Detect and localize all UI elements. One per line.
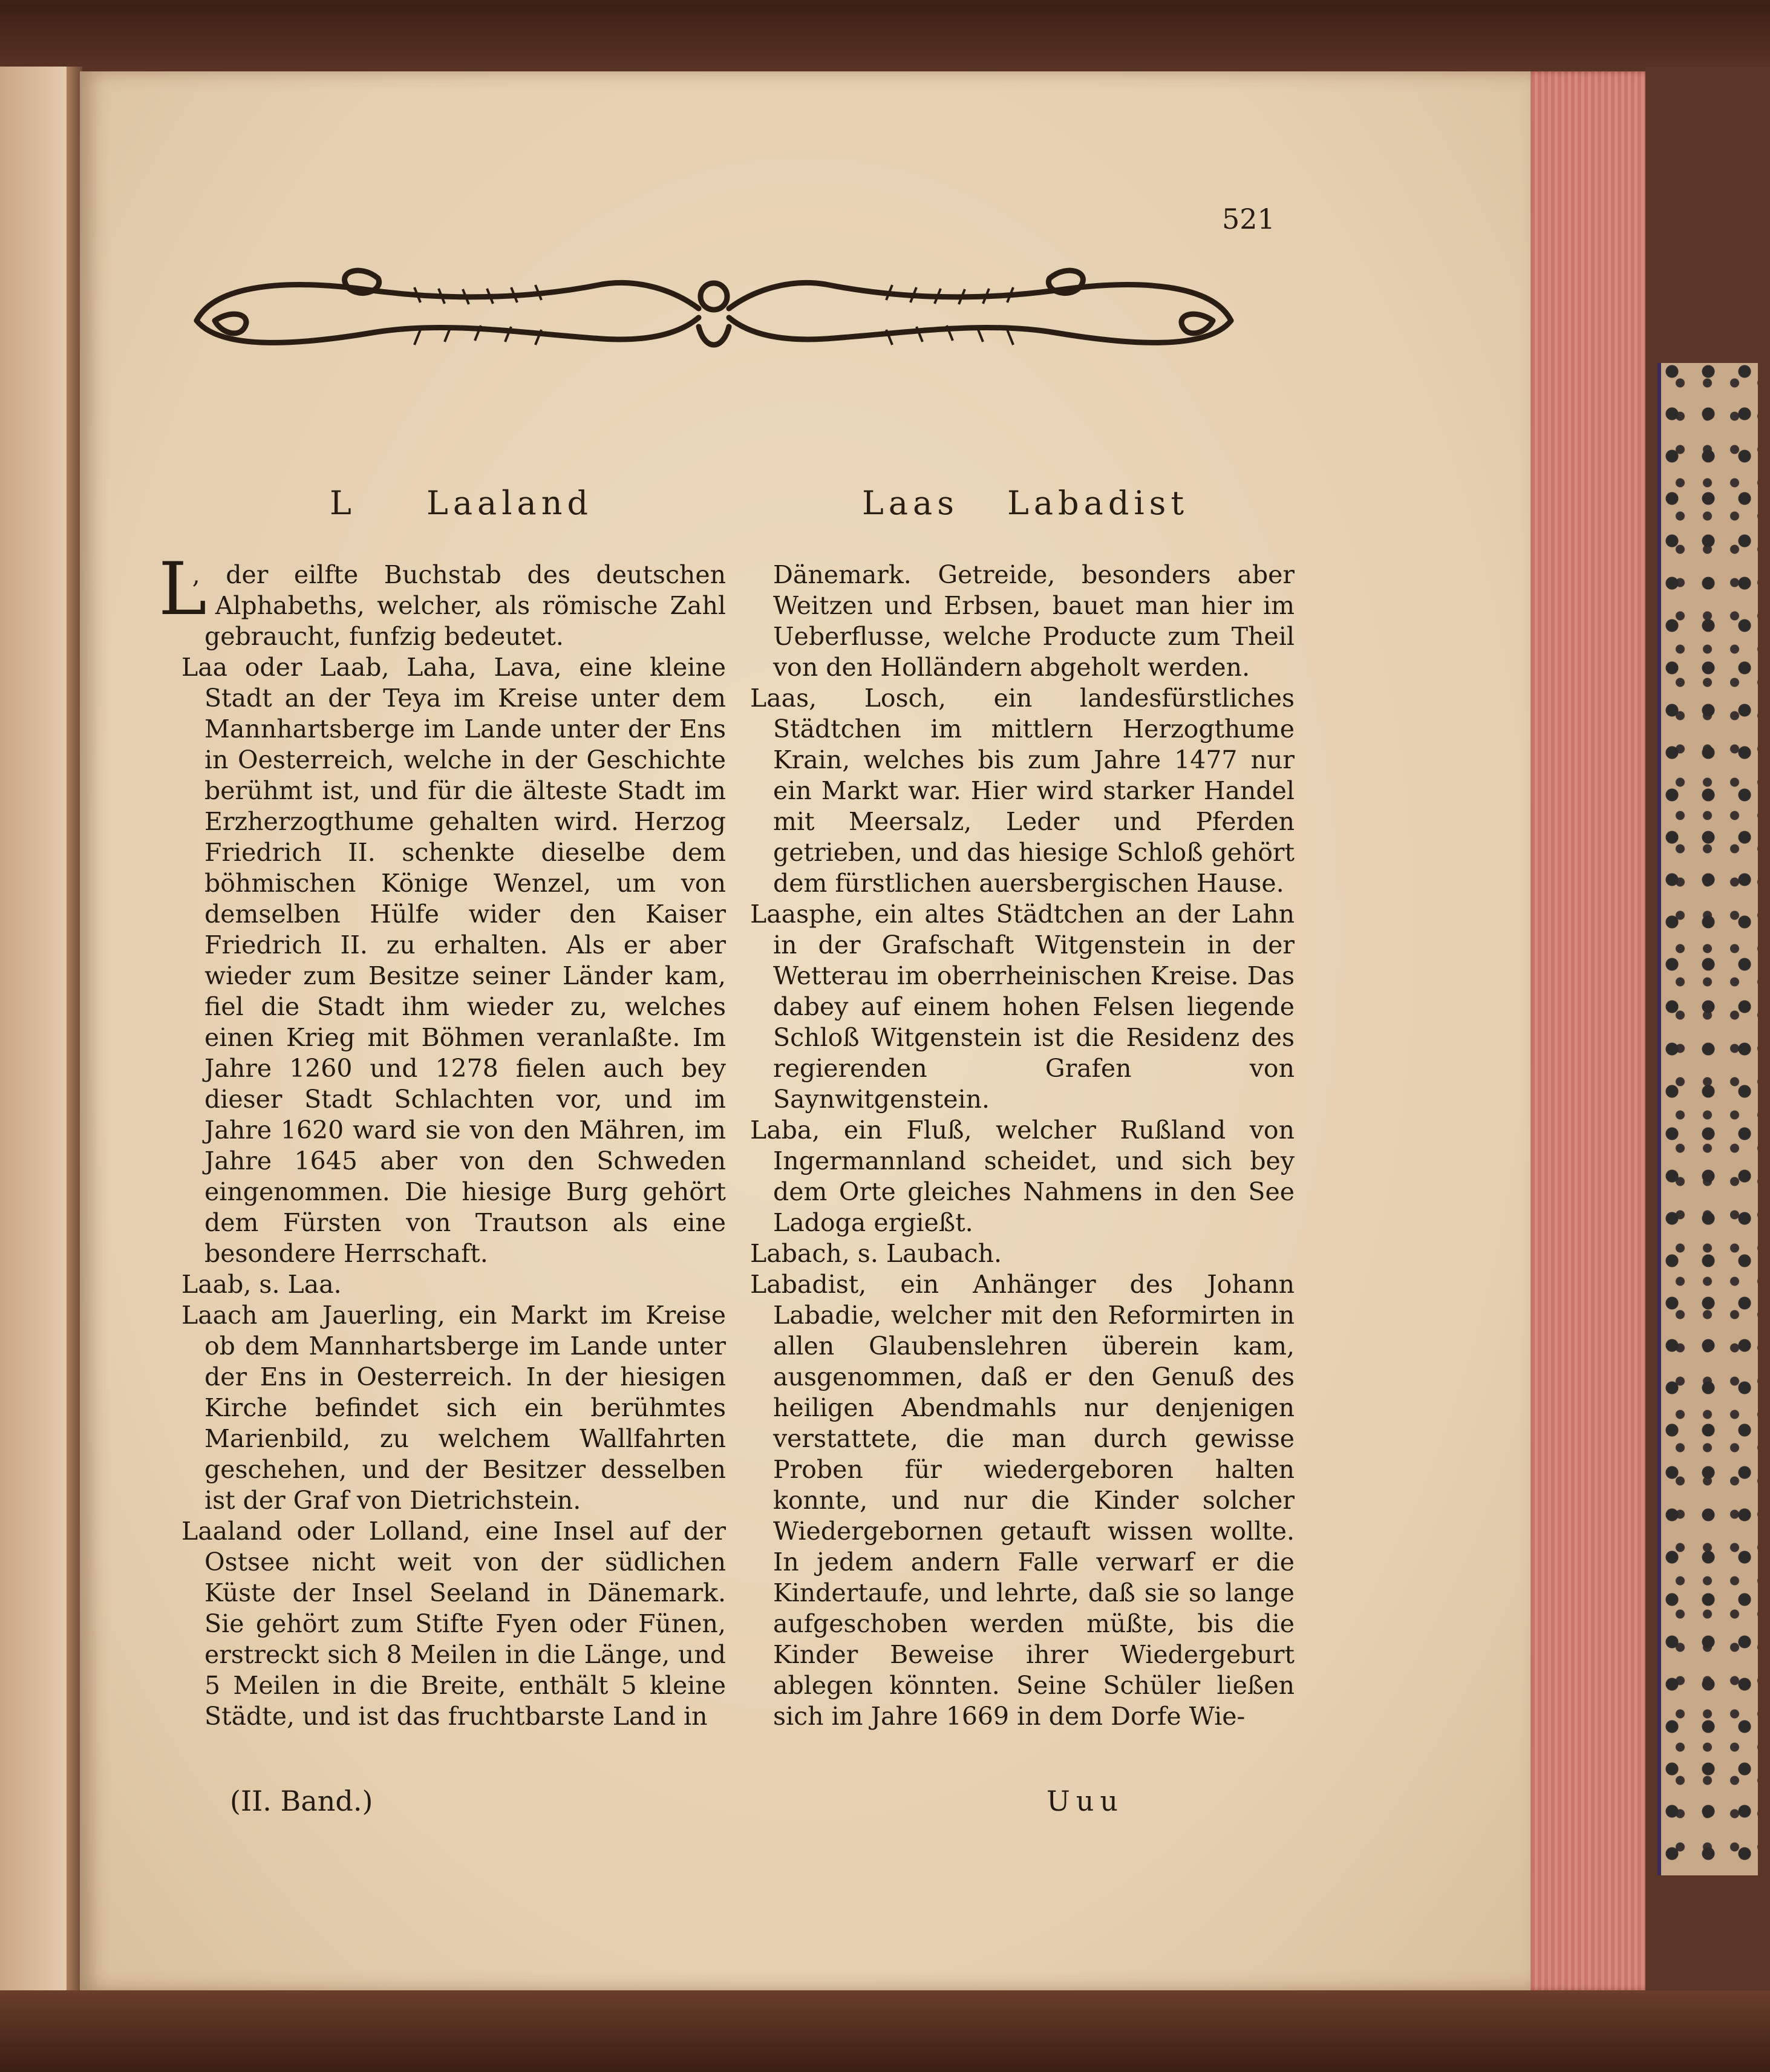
entry-labadist: Labadist, ein Anhänger des Johann Labadie, welcher mit den Reformirten in allen Glaubenslehren überein kam, ausgenommen, daß er den Genuß des heiligen Abendmahls nur denjenigen verstattete, die man durch gewisse Proben für wiedergeboren halten konnte, und nur die Kinder solcher Wiedergebornen getauft wissen wollte. In jedem andern Falle verwarf er die Kindertaufe, und lehrte, daß sie so lange aufgeschoben werden müßte, bis die Kinder Beweise ihrer Wiedergeburt ablegen könnten. Seine Schüler ließen sich im Jahre 1669 in dem Dorfe Wie-	[750, 1270, 1295, 1731]
header-left-word: Laaland	[426, 484, 593, 522]
book-cover-top	[0, 0, 1770, 73]
entry-labach: Labach, s. Laubach.	[750, 1239, 1002, 1268]
book-cover-bottom	[0, 1990, 1770, 2072]
entry-laba: Laba, ein Fluß, welcher Rußland von Ingermannland scheidet, und sich bey dem Orte gleiches Nahmens in den See Ladoga ergießt.	[750, 1116, 1295, 1237]
header-right-word-1: Laas	[862, 484, 959, 522]
page-edges	[1524, 71, 1645, 1990]
entry-l	[158, 547, 726, 652]
volume-label: (II. Band.)	[230, 1785, 373, 1817]
signature-mark: Uuu	[1047, 1785, 1125, 1817]
entry-laasphe: Laasphe, ein altes Städtchen an der Lahn in der Grafschaft Witgenstein in der Wetterau im oberrheinischen Kreise. Das dabey auf einem hohen Felsen liegende Schloß Witgenstein ist die Residenz des regierenden Grafen von Saynwitgenstein.	[750, 900, 1295, 1114]
page-number: 521	[1222, 203, 1275, 235]
left-column	[158, 547, 726, 1732]
marbled-cover	[1657, 363, 1758, 1875]
entry-continuation: Dänemark. Getreide, besonders aber Weitzen und Erbsen, bauet man hier im Ueberflusse, welche Producte zum Theil von den Holländern abgeholt werden.	[773, 560, 1295, 682]
header-right-word-2: Labadist	[1007, 484, 1189, 522]
entry-laas: Laas, Losch, ein landesfürstliches Städtchen im mittlern Herzogthume Krain, welches bis zum Jahre 1477 nur ein Markt war. Hier wird starker Handel mit Meersalz, Leder und Pferden getrieben, und das hiesige Schloß gehört dem fürstlichen auersbergischen Hause.	[750, 684, 1295, 898]
entry-laach: Laach am Jauerling, ein Markt im Kreise ob dem Mannhartsberge im Lande unter der Ens in Oesterreich. In der hiesigen Kirche befindet sich ein berühmtes Marienbild, zu welchem Wallfahrten geschehen, und der Besitzer desselben ist der Graf von Dietrichstein.	[181, 1301, 726, 1515]
dropcap: L	[158, 547, 207, 632]
decorative-ornament-icon	[178, 260, 1249, 363]
left-page-sliver	[0, 67, 76, 2002]
entry-laa: Laa oder Laab, Laha, Lava, eine kleine Stadt an der Teya im Kreise unter dem Mannhartsberge im Lande unter der Ens in Oesterreich, welche in der Geschichte berühmt ist, und für die älteste Stadt im Erzherzogthume gehalten wird. Herzog Friedrich II. schenkte dieselbe dem böhmischen Könige Wenzel, um von demselben Hülfe wider den Kaiser Friedrich II. zu erhalten. Als er aber wieder zum Besitze seiner Länder kam, fiel die Stadt ihm wieder zu, welches einen Krieg mit Böhmen veranlaßte. Im Jahre 1260 und 1278 fielen auch bey dieser Stadt Schlachten vor, und im Jahre 1620 ward sie von den Mähren, im Jahre 1645 aber von den Schweden eingenommen. Die hiesige Burg gehört dem Fürsten von Trautson als eine besondere Herrschaft.	[181, 653, 726, 1268]
right-column	[750, 560, 1295, 1732]
entry-laaland: Laaland oder Lolland, eine Insel auf der Ostsee nicht weit von der südlichen Küste der Insel Seeland in Dänemark. Sie gehört zum Stifte Fyen oder Fünen, erstreckt sich 8 Meilen in die Länge, und 5 Meilen in die Breite, enthält 5 kleine Städte, und ist das fruchtbarste Land in	[181, 1517, 726, 1731]
entry-text: , der eilfte Buchstab des deutschen Alphabeths, welcher, als römische Zahl gebraucht, funfzig bedeutet.	[192, 560, 726, 651]
header-letter: L	[330, 484, 356, 522]
entry-laab: Laab, s. Laa.	[181, 1270, 342, 1299]
